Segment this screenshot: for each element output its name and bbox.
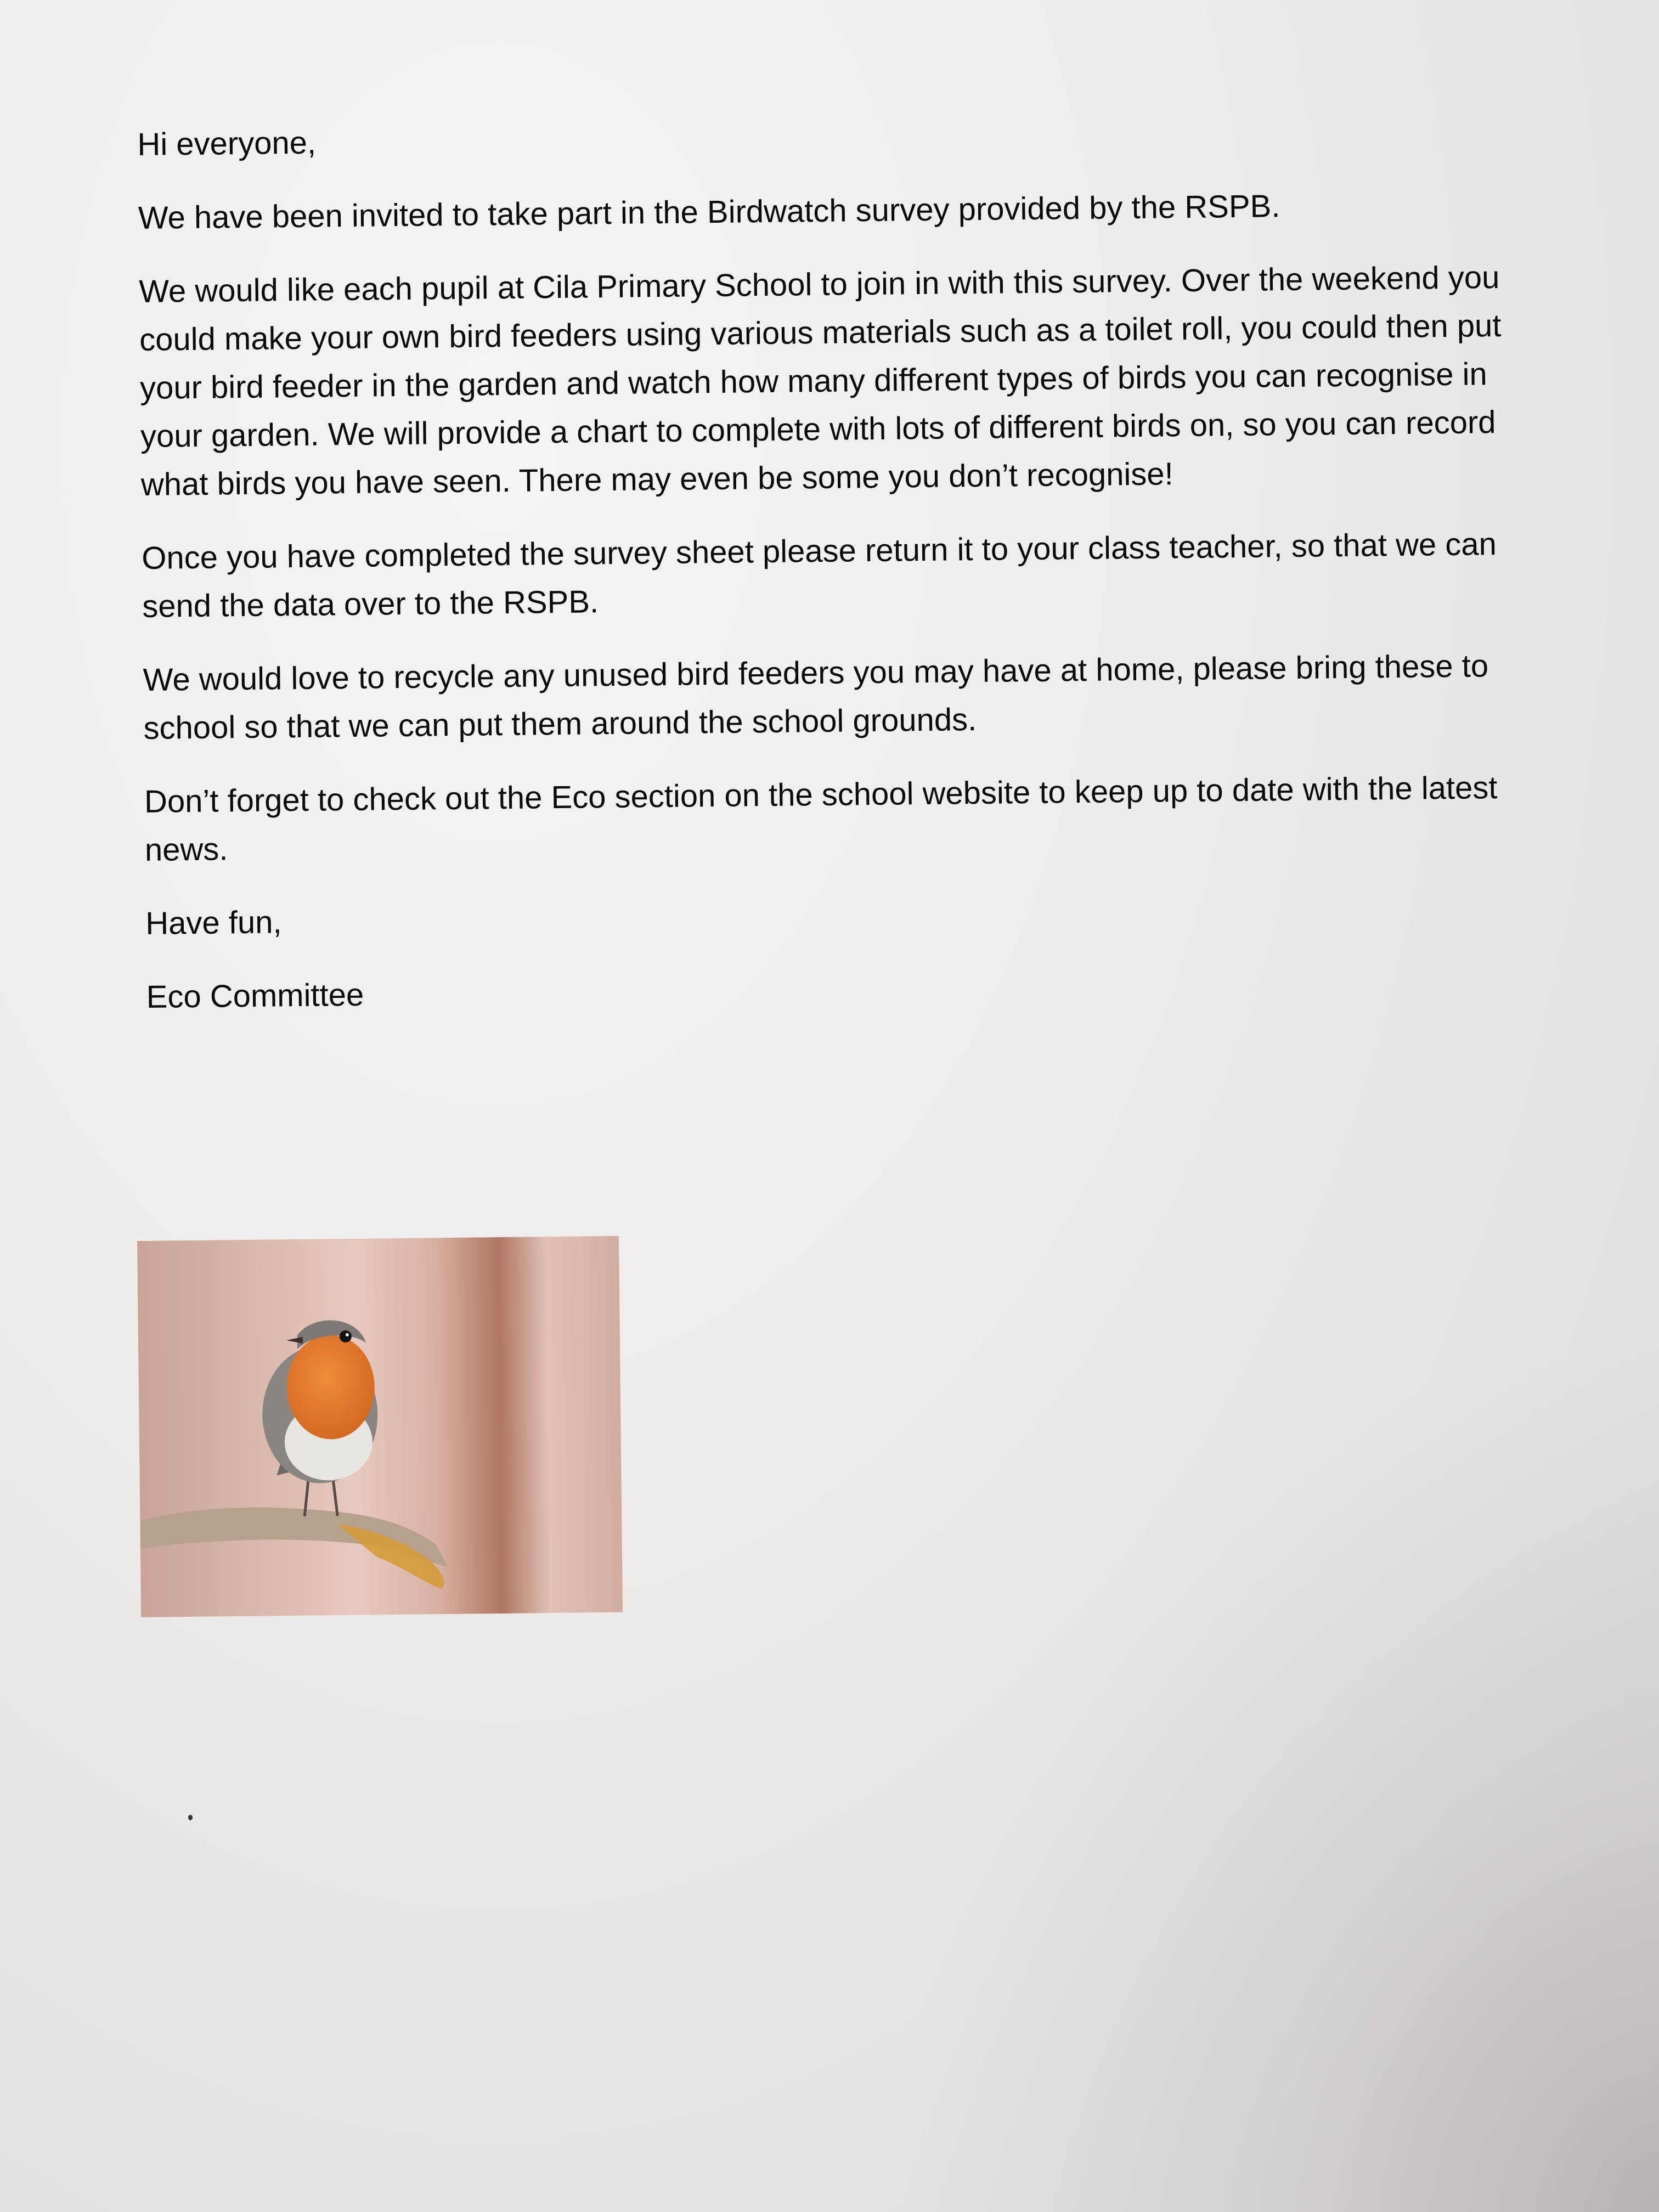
letter-paragraph: Don’t forget to check out the Eco section on the school website to keep up to date with the latest news. [144,770,1498,868]
paper-shadow [891,1334,1659,2212]
letter-greeting: Hi everyone, [137,125,317,162]
robin-photo [137,1236,623,1617]
letter-paragraph: Once you have completed the survey sheet please return it to your class teacher, so that we can send the data over to the RSPB. [142,526,1497,624]
photo-background [137,1236,623,1617]
letter-closing: Have fun, [145,904,282,941]
paper-speck [188,1815,193,1820]
letter-paragraph: We would like each pupil at Cila Primary School to join in with this survey. Over the weekend you could make your own bird feeders using various materials such as a toilet roll, you could then put your bird feeder in the garden and watch how many different types of birds you can recognise in your garden. We will provide a chart to complete with lots of different birds on, so you can record what birds you have seen. There may even be some you don’t recognise! [138,259,1502,503]
robin-illustration [137,1236,623,1617]
letter [137,106,1573,1047]
letter-signature: Eco Committee [146,977,364,1015]
letter-paragraph: We would love to recycle any unused bird feeders you may have at home, please bring these to school so that we can put them around the school grounds. [143,648,1489,746]
letter-paragraph: We have been invited to take part in the Birdwatch survey provided by the RSPB. [138,188,1280,236]
